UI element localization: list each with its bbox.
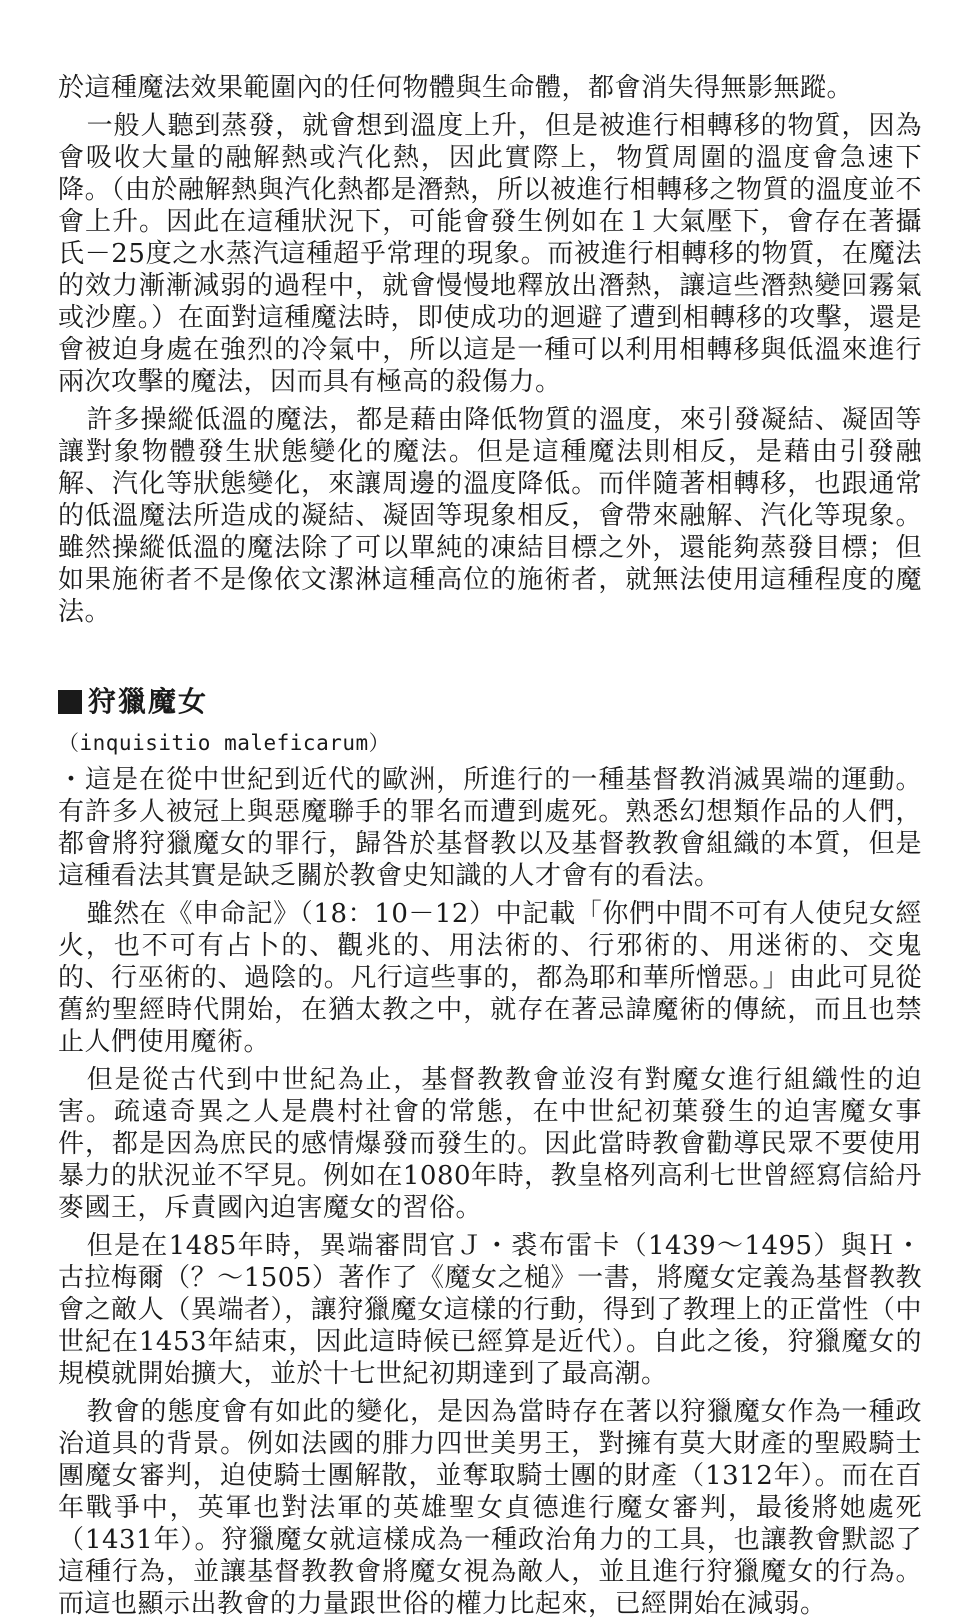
intro-text [58, 72, 922, 628]
paragraph-evaporation-cooling: 一般人聽到蒸發，就會想到溫度上升，但是被進行相轉移的物質，因為會吸收大量的融解熱或汽化熱，因此實際上，物質周圍的溫度會急速下降。（由於融解熱與汽化熱都是潛熱，所以被進行相轉移之物質的溫度並不會上升。因此在這種狀況下，可能會發生例如在１大氣壓下，會存在著攝氏－25度之水蒸汽這種超乎常理的現象。而被進行相轉移的物質，在魔法的效力漸漸減弱的過程中，就會慢慢地釋放出潛熱，讓這些潛熱變回霧氣或沙塵。）在面對這種魔法時，即使成功的迴避了遭到相轉移的攻擊，還是會被迫身處在強烈的冷氣中，所以這是一種可以利用相轉移與低溫來進行兩次攻擊的魔法，因而具有極高的殺傷力。 [58, 111, 922, 397]
section-subtitle: （inquisitio maleficarum） [58, 731, 391, 755]
section-title: 狩獵魔女 [88, 685, 209, 718]
black-square-icon [58, 690, 82, 714]
paragraph-malleus-maleficarum: 但是在1485年時，異端審問官Ｊ・裘布雷卡（1439～1495）與Ｈ・古拉梅爾（？～1505）著作了《魔女之槌》一書，將魔女定義為基督教教會之敵人（異端者），讓狩獵魔女這樣的行動，得到了教理上的正當性（中世紀在1453年結束，因此這時候已經算是近代）。自此之後，狩獵魔女的規模就開始擴大，並於十七世紀初期達到了最高潮。 [58, 1231, 922, 1389]
paragraph-political-tool: 教會的態度會有如此的變化，是因為當時存在著以狩獵魔女作為一種政治道具的背景。例如法國的腓力四世美男王，對擁有莫大財產的聖殿騎士團魔女審判，迫使騎士團解散，並奪取騎士團的財產（1312年）。而在百年戰爭中，英軍也對法軍的英雄聖女貞德進行魔女審判，最後將她處死（1431年）。狩獵魔女就這樣成為一種政治角力的工具，也讓教會默認了這種行為，並讓基督教教會將魔女視為敵人，並且進行狩獵魔女的行為。而這也顯示出教會的力量跟世俗的權力比起來，已經開始在減弱。 [58, 1397, 922, 1619]
paragraph-witch-hunt-intro: ・這是在從中世紀到近代的歐洲，所進行的一種基督教消滅異端的運動。有許多人被冠上與惡魔聯手的罪名而遭到處死。熟悉幻想類作品的人們，都會將狩獵魔女的罪行，歸咎於基督教以及基督教教會組織的本質，但是這種看法其實是缺乏關於教會史知識的人才會有的看法。 [58, 765, 922, 891]
section-heading [58, 684, 922, 720]
paragraph-deuteronomy: 雖然在《申命記》（18：10－12）中記載「你們中間不可有人使兒女經火，也不可有占卜的、觀兆的、用法術的、行邪術的、用迷術的、交鬼的、行巫術的、過陰的。凡行這些事的，都為耶和華所憎惡。」由此可見從舊約聖經時代開始，在猶太教之中，就存在著忌諱魔術的傳統，而且也禁止人們使用魔術。 [58, 899, 922, 1057]
section-witch-hunt [58, 684, 922, 1620]
paragraph-continuation: 於這種魔法效果範圍內的任何物體與生命體，都會消失得無影無蹤。 [58, 73, 854, 103]
paragraph-medieval-church: 但是從古代到中世紀為止，基督教教會並沒有對魔女進行組織性的迫害。疏遠奇異之人是農村社會的常態，在中世紀初葉發生的迫害魔女事件，都是因為庶民的感情爆發而發生的。因此當時教會勸導民眾不要使用暴力的狀況並不罕見。例如在1080年時，教皇格列高利七世曾經寫信給丹麥國王，斥責國內迫害魔女的習俗。 [58, 1065, 922, 1223]
paragraph-low-temperature-magic: 許多操縱低溫的魔法，都是藉由降低物質的溫度，來引發凝結、凝固等讓對象物體發生狀態變化的魔法。但是這種魔法則相反，是藉由引發融解、汽化等狀態變化，來讓周邊的溫度降低。而伴隨著相轉移，也跟通常的低溫魔法所造成的凝結、凝固等現象相反，會帶來融解、汽化等現象。雖然操縱低溫的魔法除了可以單純的凍結目標之外，還能夠蒸發目標；但如果施術者不是像依文潔淋這種高位的施術者，就無法使用這種程度的魔法。 [58, 405, 922, 627]
